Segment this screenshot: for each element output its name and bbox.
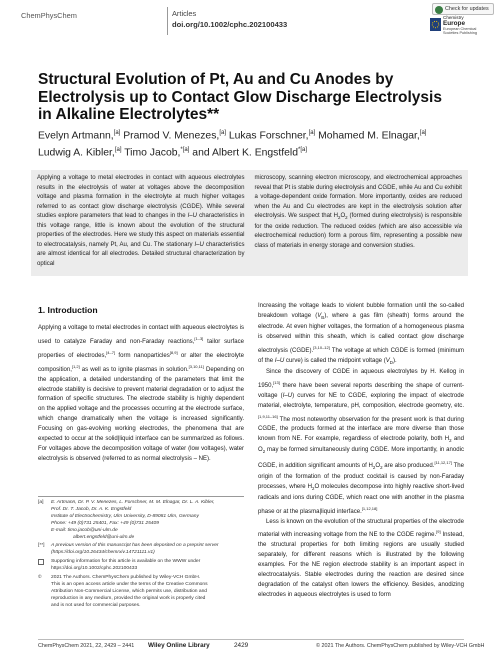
citation-ref[interactable]: [4–7]	[106, 349, 116, 355]
abstract-left-column	[37, 174, 245, 272]
footnote-line[interactable]: E-mail: timo.jacob@uni-ulm.de	[51, 527, 118, 533]
abstract-right-column	[255, 174, 463, 272]
abstract-text: electrochemical reduction) form a porous film, representing a possible new class of materials in energy storage and conversion studies.	[254, 233, 462, 249]
author-affiliation-mark: [a]	[419, 130, 427, 136]
citation-ref[interactable]: [11,12,17]	[434, 459, 452, 465]
body-text: ).	[392, 357, 397, 364]
footnotes	[38, 500, 244, 612]
body-text: 2	[449, 438, 452, 444]
section-heading: 1. Introduction	[38, 305, 98, 315]
citation-ref[interactable]: [1,12,18]	[361, 505, 378, 511]
body-text: 2	[380, 464, 383, 470]
footnote-mark: [a]	[38, 500, 44, 505]
footer-citation: ChemPhysChem 2021, 22, 2429 – 2441	[38, 643, 135, 649]
author-name: Timo Jacob,	[121, 147, 181, 159]
footnote-line[interactable]: (https://doi.org/10.26434/chemrxiv.14721111.v1)	[51, 550, 155, 556]
paragraph	[258, 368, 464, 518]
body-text: V	[317, 312, 322, 319]
footnote-line: This is an open access article under the terms of the Creative Commons	[51, 581, 208, 587]
footnote	[38, 543, 244, 557]
footnote-line: E. Artmann, Dr. P. V. Menezes, L. Forschner, M. M. Elnagar, Dr. L. A. Kibler,	[51, 500, 215, 505]
body-text: The voltage at which CGDE is formed (minimum of the	[258, 347, 465, 364]
abstract-text: via	[454, 223, 462, 230]
author-name: Mohamed M. Elnagar,	[315, 130, 420, 142]
body-text: Since the discovery of CGDE in aqueous electrolytes by H. Kellog in 1950,	[258, 368, 464, 389]
citation-ref[interactable]: [8,9]	[169, 349, 178, 355]
footnote-line[interactable]: albert.engstfeld@uni-ulm.de	[73, 534, 135, 540]
author-affiliation-mark: *[a]	[180, 147, 190, 154]
paragraph	[258, 518, 464, 601]
body-text: curve) is called the midpoint voltage (	[284, 357, 386, 364]
footnote-line: Phone: +49 (0)731 25401, Fax: +49 (0)731 25409	[51, 520, 159, 526]
body-text: 2	[312, 485, 315, 491]
body-text: B	[321, 315, 325, 321]
body-text: I–U	[282, 392, 293, 399]
section-label: Articles	[172, 9, 197, 18]
body-text: O molecules decompose into highly reactive short-lived radicals and ions during CGDE, which react one with another in the plasma phase or at the plasma|liquid interface.	[258, 483, 465, 515]
footnote-text	[51, 543, 244, 557]
abstract-box	[31, 170, 468, 276]
body-text: D	[389, 359, 393, 365]
body-text: tailor surface properties of electrodes,	[38, 338, 244, 359]
author-line-1	[38, 126, 468, 143]
abstract-text: (formed during electrolysis) is responsible for the oxide reduction. The reduced oxides (which are also accessible	[254, 213, 463, 230]
article-title: Structural Evolution of Pt, Au and Cu Anodes by Electrolysis up to Contact Glow Discharge Electrolysis in Alkaline Electrolytes**	[38, 71, 442, 123]
body-text: form nanoparticles	[115, 352, 170, 359]
body-text: Applying a voltage to metal electrodes in contact with aqueous electrolytes is used to catalyze Faraday and non-Faraday reactions,	[38, 325, 244, 345]
author-name: Lukas Forschner,	[225, 130, 309, 142]
header-divider	[167, 7, 168, 35]
author-name: Evelyn Artmann,	[38, 130, 114, 142]
author-name: Ludwig A. Kibler,	[38, 147, 115, 159]
body-text: The most noteworthy observation for the present work is that during CGDE, the products formed at the interface are more diverse than those known from NE. For example, regardless of electrode polarity, both H	[258, 416, 464, 443]
author-name: and Albert K. Engstfeld	[189, 147, 299, 159]
footnote-line[interactable]: https://doi.org/10.1002/cphc.202100433	[51, 566, 138, 572]
footnote-line: Prof. Dr. T. Jacob, Dr. A. K. Engstfeld	[51, 506, 132, 512]
paragraph	[258, 302, 464, 368]
footer-divider	[38, 639, 464, 640]
body-text: there have been several reports describing the shape of current-voltage (	[258, 382, 464, 399]
intro-left-column	[38, 324, 244, 465]
abstract-text: 2	[337, 215, 341, 221]
body-text: Depending on the application, a detailed understanding of the parameters that limit the electrode stability is decisive to prevent material degradation or to adjust the formation of specific structures. The electrode stability is highly dependent on the applied voltage and the processes occurring at the electrode surface, which change dramatically when the voltage is increased significantly. Focusing on gas-evolving working electrodes, the phenomena that are expected to occur at the solid|liquid interface can be summarized as follows. For voltages above the decomposition voltage of water (low voltages), water electrolysis is observed (referred to as normal electrolysis – NE).	[38, 366, 244, 462]
body-text: as well as to ignite plasmas in solution.	[79, 366, 189, 373]
body-text: ) curves for NE to CGDE, exploring the impact of electrode material, electrolyte, temperature, pH, composition, electrode geometry, etc.	[258, 392, 464, 409]
intro-right-column	[258, 302, 464, 601]
author-list	[38, 126, 468, 161]
body-text: V	[385, 357, 390, 364]
abstract-text: microscopy, scanning electron microscopy, and electrochemical approaches reveal that Pt is stable during electrolysis and CGDE, while Au and Cu exhibit a voltage-dependent oxide formation. More importantly, oxides are reduced when the Au and Cu electrodes are kept in the electrolysis solution after electrolysis. We suspect that H	[254, 175, 462, 219]
chemistry-europe-logo-icon	[430, 18, 441, 31]
society-line-3: European Chemical	[443, 27, 477, 32]
abstract-text: characteristics in this voltage range, little is known about the evolution of the structural properties of the electrodes. Here we study this aspect on materials essential to electrocatalysis, namely Pt, Au, and Cu. The stationary	[37, 213, 245, 248]
footnote-line: reproduction in any medium, provided the original work is properly cited	[51, 595, 206, 601]
citation-ref[interactable]: [1,9,11–16]	[258, 413, 278, 419]
society-line-2: Europe	[443, 20, 466, 28]
society-line-1: Chemistry	[443, 15, 464, 20]
citation-ref[interactable]: [3,10–12]	[313, 344, 330, 350]
footer-copyright: © 2021 The Authors. ChemPhysChem published by Wiley-VCH GmbH	[316, 643, 485, 649]
author-affiliation-mark: [a]	[113, 130, 121, 136]
society-line-4: Societies Publishing	[443, 31, 477, 36]
footnote-mark: ©	[38, 575, 42, 581]
body-text: The origin of the formation of the product cocktail is caused by non-Faraday processes, where H	[258, 462, 464, 490]
check-updates-label: Check for updates	[445, 6, 489, 12]
body-text: and O	[258, 436, 464, 454]
footnote-divider	[38, 496, 244, 497]
footnote-line: 2021 The Authors. ChemPhysChem published by Wiley-VCH GmbH.	[51, 575, 201, 581]
footnote-text	[51, 559, 244, 573]
footnote-mark: [**]	[38, 543, 45, 549]
society-logo-text	[443, 15, 493, 35]
footnote-text	[51, 500, 244, 541]
abstract-text: I–U	[194, 241, 204, 248]
page-number: 2429	[234, 642, 249, 649]
body-text: 2	[262, 449, 266, 455]
abstract-text: I–U	[187, 213, 198, 219]
abstract-text: O	[340, 213, 346, 219]
supporting-info-icon	[38, 559, 44, 565]
body-text: may be formed simultaneously during CGDE. More importantly, in anodic CGDE, in addition significant amounts of H	[258, 447, 464, 469]
footnote-line: Supporting information for this article is available on the WWW under	[51, 559, 201, 565]
footnote-line: A previous version of this manuscript has been deposited on a preprint server	[51, 543, 219, 549]
doi-link[interactable]: doi.org/10.1002/cphc.202100433	[172, 20, 288, 29]
check-updates-icon	[435, 6, 443, 14]
author-affiliation-mark: *[a]	[298, 147, 308, 154]
author-affiliation-mark: [a]	[114, 147, 122, 154]
body-text: I–U	[274, 357, 285, 364]
body-text: ), where a gas film (sheath) forms around the electrode. At even higher voltages, the formation of a homogeneous plasma is observed within this sheath, which is called contact glow discharge electrolysis (CGDE).	[258, 312, 464, 354]
footnote	[38, 500, 244, 541]
citation-ref[interactable]: [1,2]	[71, 363, 80, 369]
footnote-text	[51, 575, 244, 610]
body-text: O	[375, 462, 381, 469]
check-for-updates-button[interactable]	[432, 3, 494, 15]
author-name: Pramod V. Menezes,	[120, 130, 220, 142]
body-text: Instead, the structural properties for both limiting regions are usually studied separately, for different reasons which is illustrated by the following examples. For the NE region electrode stability is an important aspect in electrocatalysis. Stable electrodes during the reaction are desired since degradation of the catalyst often lowers the efficiency. Besides, anodizing electrodes in aqueous electrolytes is used to form	[258, 532, 464, 598]
author-affiliation-mark: [a]	[308, 130, 316, 136]
footnote	[38, 575, 244, 610]
body-text: Less is known on the evolution of the structural properties of the electrode material with increasing voltage from the NE to the CGDE regime.	[258, 518, 464, 539]
citation-ref[interactable]: [9]	[436, 529, 441, 535]
footnote	[38, 559, 244, 573]
footnote-line: and is not used for commercial purposes.	[51, 602, 141, 608]
journal-name: ChemPhysChem	[21, 11, 77, 20]
citation-ref[interactable]: [1–3]	[194, 335, 204, 341]
author-affiliation-mark: [a]	[219, 130, 226, 136]
body-text: are also produced.	[382, 462, 435, 469]
citation-ref[interactable]: [13]	[273, 379, 280, 385]
citation-ref[interactable]: [3,10,11]	[188, 363, 204, 369]
body-text: 2	[372, 464, 376, 470]
footnote-line: Institute of Electrochemistry, Ulm University, D-89081 Ulm, Germany	[51, 513, 199, 519]
wiley-online-library-link[interactable]: Wiley Online Library	[148, 642, 210, 649]
abstract-text: Applying a voltage to metal electrodes in contact with aqueous electrolytes results in the electrolysis of water at voltages above the decomposition voltage and plasma formation in the electrolyte at much higher voltages referred to as contact glow discharge electrolysis (CGDE). While several studies explore parameters that lead to changes in the	[37, 175, 245, 219]
author-line-2	[38, 143, 468, 160]
footnote-line: Attribution Non-Commercial License, which permits use, distribution and	[51, 588, 208, 594]
body-text: Increasing the voltage leads to violent bubble formation until the so-called breakdown voltage (	[258, 303, 464, 319]
footnote-mark	[38, 559, 48, 573]
abstract-text: characteristics are almost identical for all electrodes. Detailed structural characterization by optical	[37, 241, 245, 267]
abstract-text: 2	[345, 215, 348, 221]
body-text: or alter the electrolyte composition,	[38, 352, 244, 373]
